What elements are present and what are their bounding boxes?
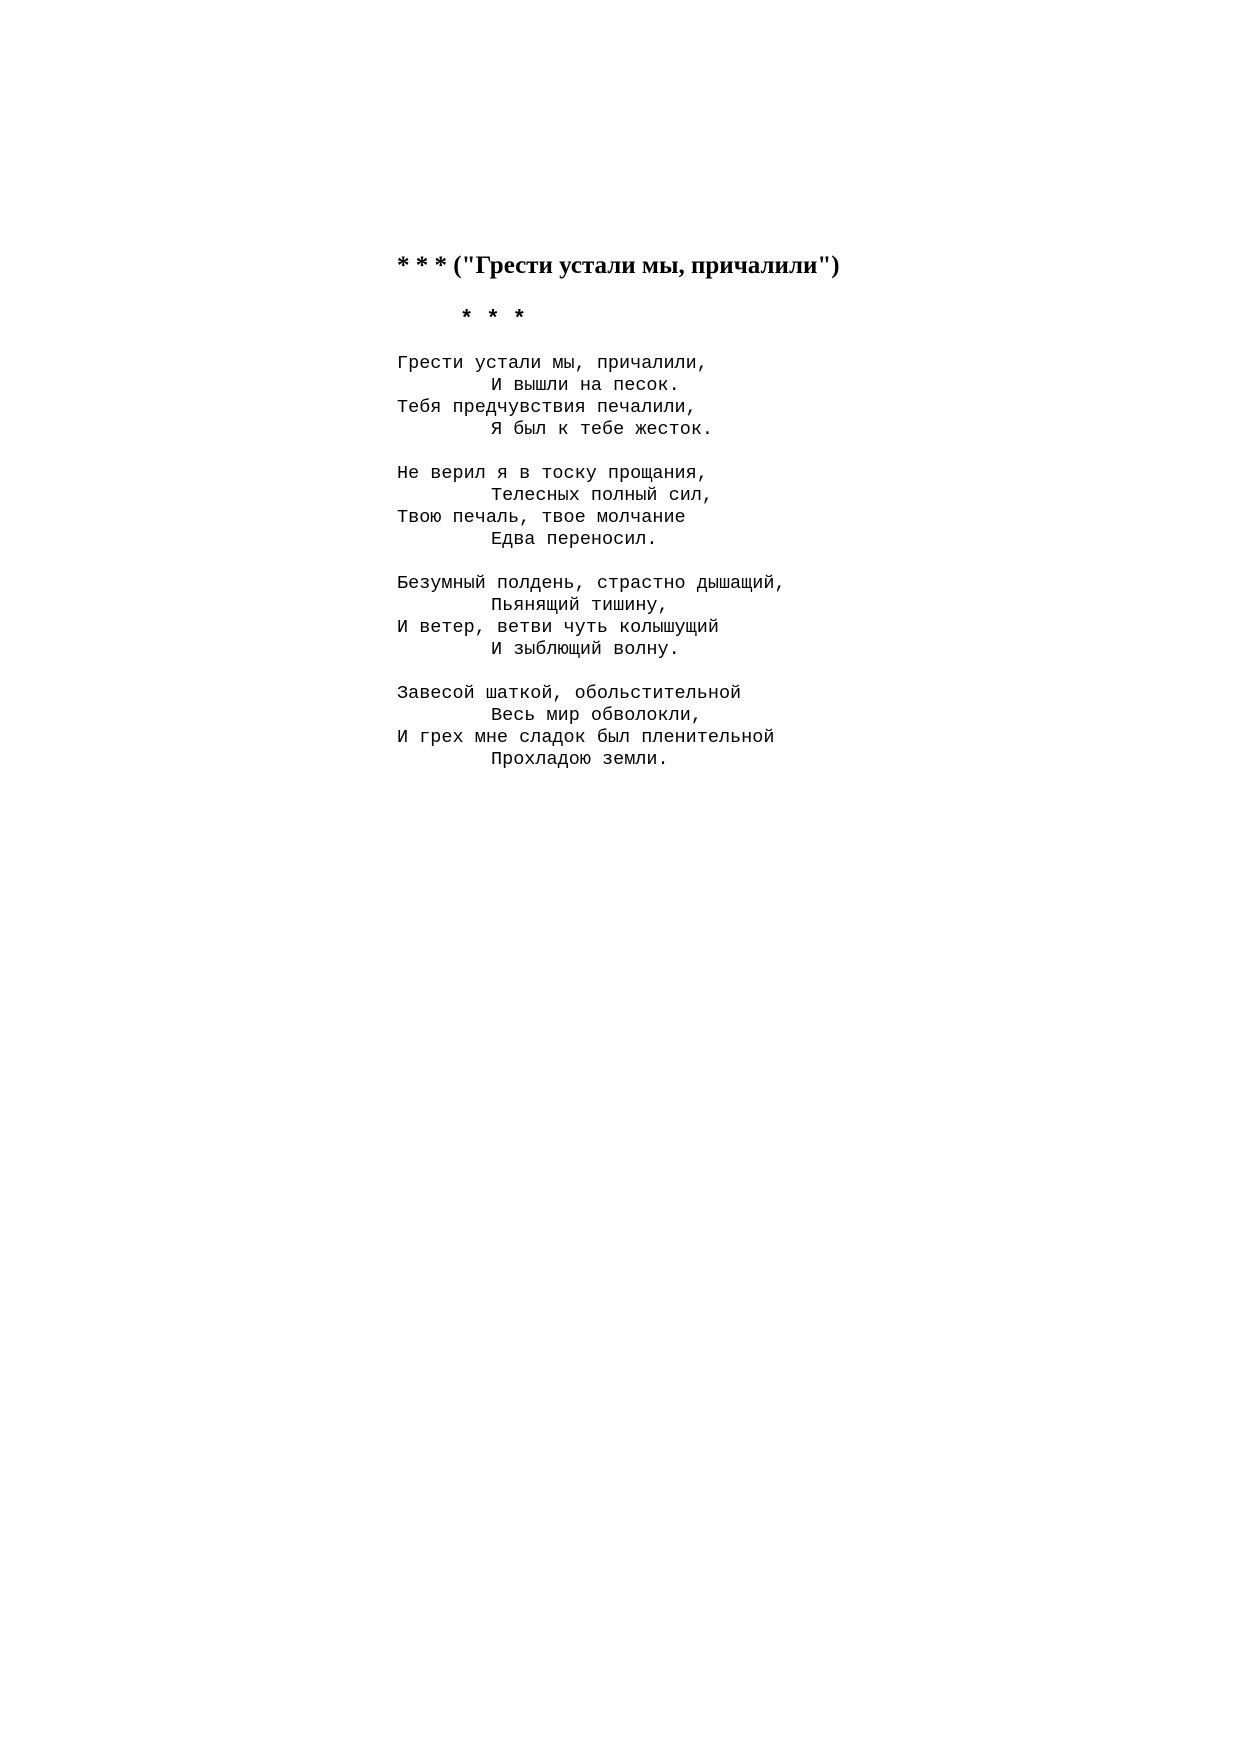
poem-line: И вышли на песок.: [491, 375, 680, 396]
poem-line: Завесой шаткой, обольстительной: [397, 683, 742, 704]
poem-line: Безумный полдень, страстно дышащий,: [397, 573, 786, 594]
poem-line: Пьянящий тишину,: [491, 595, 669, 616]
poem-line: Телесных полный сил,: [491, 485, 714, 506]
poem-line: Грести устали мы, причалили,: [397, 353, 708, 374]
poem-line: Не верил я в тоску прощания,: [397, 463, 708, 484]
stanza-3: [397, 573, 786, 661]
poem-line: Едва переносил.: [491, 529, 658, 550]
poem-line: Я был к тебе жесток.: [491, 419, 714, 440]
poem-line: И грех мне сладок был пленительной: [397, 727, 775, 748]
stanza-4: [397, 683, 786, 771]
section-asterism: * * *: [460, 307, 527, 332]
poem-line: Весь мир обволокли,: [491, 705, 702, 726]
poem-line: И ветер, ветви чуть колышущий: [397, 617, 719, 638]
stanza-2: [397, 463, 786, 551]
poem-line: Тебя предчувствия печалили,: [397, 397, 697, 418]
poem-body: [397, 353, 786, 793]
poem-line: Твою печаль, твое молчание: [397, 507, 686, 528]
poem-line: И зыблющий волну.: [491, 639, 680, 660]
poem-title: * * * ("Грести устали мы, причалили"): [397, 252, 840, 279]
stanza-1: [397, 353, 786, 441]
poem-line: Прохладою земли.: [491, 749, 669, 770]
